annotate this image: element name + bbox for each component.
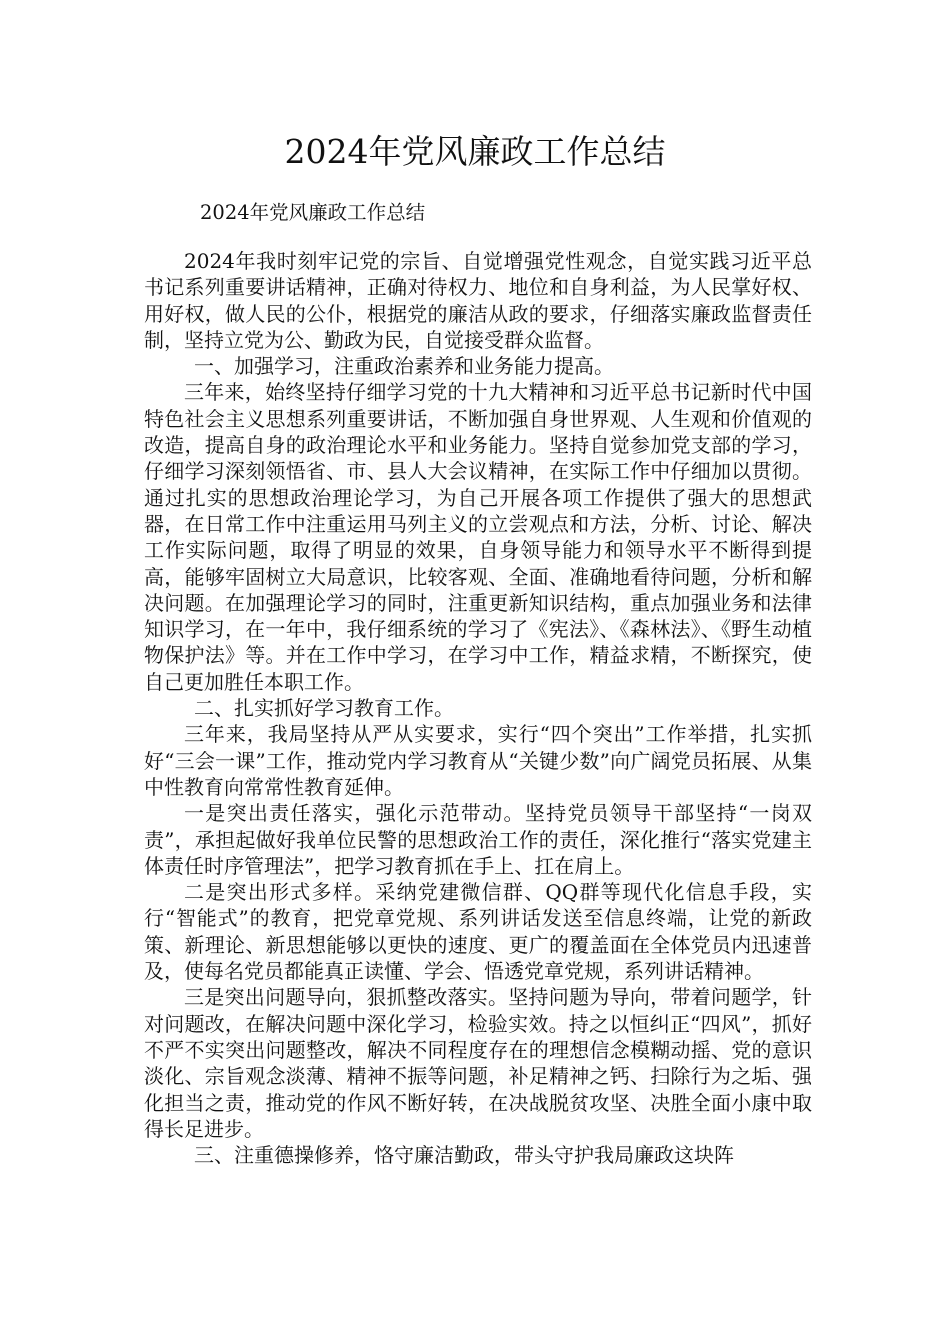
document-body: [144, 248, 812, 1168]
section-heading-1: 一、加强学习，注重政治素养和业务能力提高。: [194, 354, 614, 379]
document-subtitle: 2024年党风廉政工作总结: [200, 201, 426, 224]
document-title: 2024年党风廉政工作总结: [284, 132, 666, 171]
section-heading-2: 二、扎实抓好学习教育工作。: [194, 696, 454, 721]
paragraph-point-one: 一是突出责任落实，强化示范带动。坚持党员领导干部坚持“一岗双责”，承担起做好我单位民警的思想政治工作的责任，深化推行“落实党建主体责任时序管理法”，把学习教育抓在手上、扛在肩上。: [144, 801, 812, 878]
section-heading-3: 三、注重德操修养，恪守廉洁勤政，带头守护我局廉政这块阵: [194, 1143, 734, 1168]
paragraph-point-three: 三是突出问题导向，狠抓整改落实。坚持问题为导向，带着问题学，针对问题改，在解决问题中深化学习，检验实效。持之以恒纠正“四风”，抓好不严不实突出问题整改，解决不同程度存在的理想信念模糊动摇、党的意识淡化、宗旨观念淡薄、精神不振等问题，补足精神之钙、扫除行为之垢、强化担当之责，推动党的作风不断好转，在决战脱贫攻坚、决胜全面小康中取得长足进步。: [144, 985, 812, 1141]
paragraph-study: 三年来，始终坚持仔细学习党的十九大精神和习近平总书记新时代中国特色社会主义思想系列重要讲话，不断加强自身世界观、人生观和价值观的改造，提高自身的政治理论水平和业务能力。坚持自觉参加党支部的学习，仔细学习深刻领悟省、市、县人大会议精神，在实际工作中仔细加以贯彻。通过扎实的思想政治理论学习，为自己开展各项工作提供了强大的思想武器，在日常工作中注重运用马列主义的立尝观点和方法，分析、讨论、解决工作实际问题，取得了明显的效果，自身领导能力和领导水平不断得到提高，能够牢固树立大局意识，比较客观、全面、准确地看待问题，分析和解决问题。在加强理论学习的同时，注重更新知识结构，重点加强业务和法律知识学习，在一年中，我仔细系统的学习了《宪法》、《森林法》、《野生动植物保护法》等。并在工作中学习，在学习中工作，精益求精，不断探究，使自己更加胜任本职工作。: [144, 380, 812, 694]
paragraph-point-two: 二是突出形式多样。采纳党建微信群、QQ群等现代化信息手段，实行“智能式”的教育，把党章党规、系列讲话发送至信息终端，让党的新政策、新理论、新思想能够以更快的速度、更广的覆盖面在全体党员内迅速普及，使每名党员都能真正读懂、学会、悟透党章党规，系列讲话精神。: [144, 880, 812, 984]
paragraph-intro: 2024年我时刻牢记党的宗旨、自觉增强党性观念，自觉实践习近平总书记系列重要讲话精神，正确对待权力、地位和自身利益，为人民掌好权、用好权，做人民的公仆，根据党的廉洁从政的要求，仔细落实廉政监督责任制，坚持立党为公、勤政为民，自觉接受群众监督。: [144, 249, 812, 352]
paragraph-education: 三年来，我局坚持从严从实要求，实行“四个突出”工作举措，扎实抓好“三会一课”工作，推动党内学习教育从“关键少数”向广阔党员拓展、从集中性教育向常常性教育延伸。: [144, 722, 812, 799]
